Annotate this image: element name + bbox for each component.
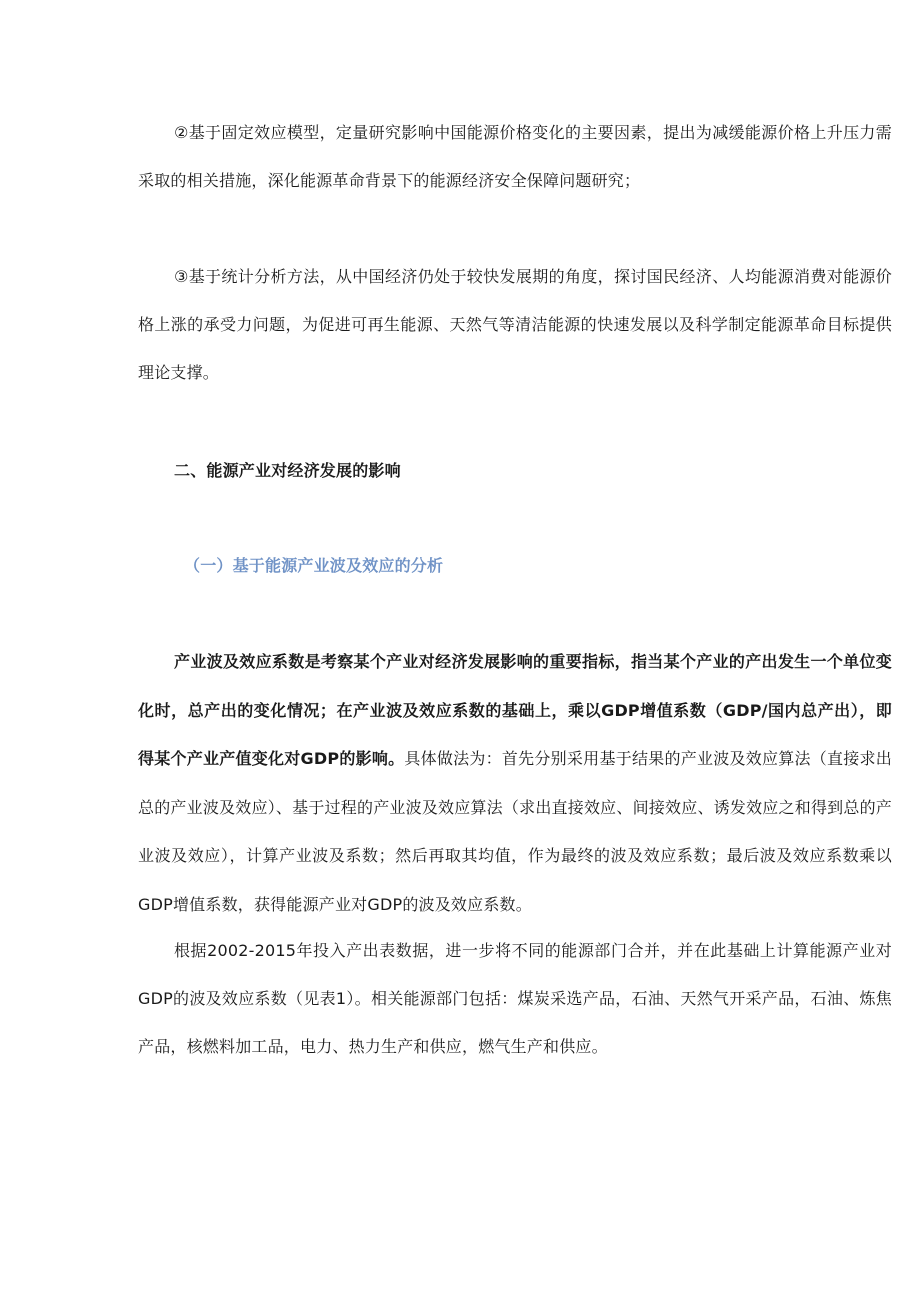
- paragraph-item-2: ②基于固定效应模型，定量研究影响中国能源价格变化的主要因素，提出为减缓能源价格上升压力需采取的相关措施，深化能源革命背景下的能源经济安全保障问题研究；: [138, 123, 892, 190]
- paragraph-ripple-effect: [138, 638, 892, 929]
- paragraph-input-output-data: 根据2002-2015年投入产出表数据，进一步将不同的能源部门合并，并在此基础上计算能源产业对GDP的波及效应系数（见表1）。相关能源部门包括：煤炭采选产品，石油、天然气开采产品，石油、炼焦产品，核燃料加工品，电力、热力生产和供应，燃气生产和供应。: [138, 941, 892, 1056]
- subsection-heading: （一）基于能源产业波及效应的分析: [184, 556, 444, 575]
- paragraph-item-3: ③基于统计分析方法，从中国经济仍处于较快发展期的角度，探讨国民经济、人均能源消费对能源价格上涨的承受力问题，为促进可再生能源、天然气等清洁能源的快速发展以及科学制定能源革命目标提供理论支撑。: [138, 267, 892, 382]
- section-heading: 二、能源产业对经济发展的影响: [174, 461, 401, 480]
- paragraph-ripple-effect-bold: 产业波及效应系数是考察某个产业对经济发展影响的重要指标，指当某个产业的产出发生一个单位变化时，总产出的变化情况；在产业波及效应系数的基础上，乘以GDP增值系数（GDP/国内总产出），即得某个产业产值变化对GDP的影响。: [138, 652, 892, 768]
- paragraph-ripple-effect-method: 具体做法为：首先分别采用基于结果的产业波及效应算法（直接求出总的产业波及效应）、基于过程的产业波及效应算法（求出直接效应、间接效应、诱发效应之和得到总的产业波及效应），计算产业波及系数；然后再取其均值，作为最终的波及效应系数；最后波及效应系数乘以GDP增值系数，获得能源产业对GDP的波及效应系数。: [138, 749, 892, 914]
